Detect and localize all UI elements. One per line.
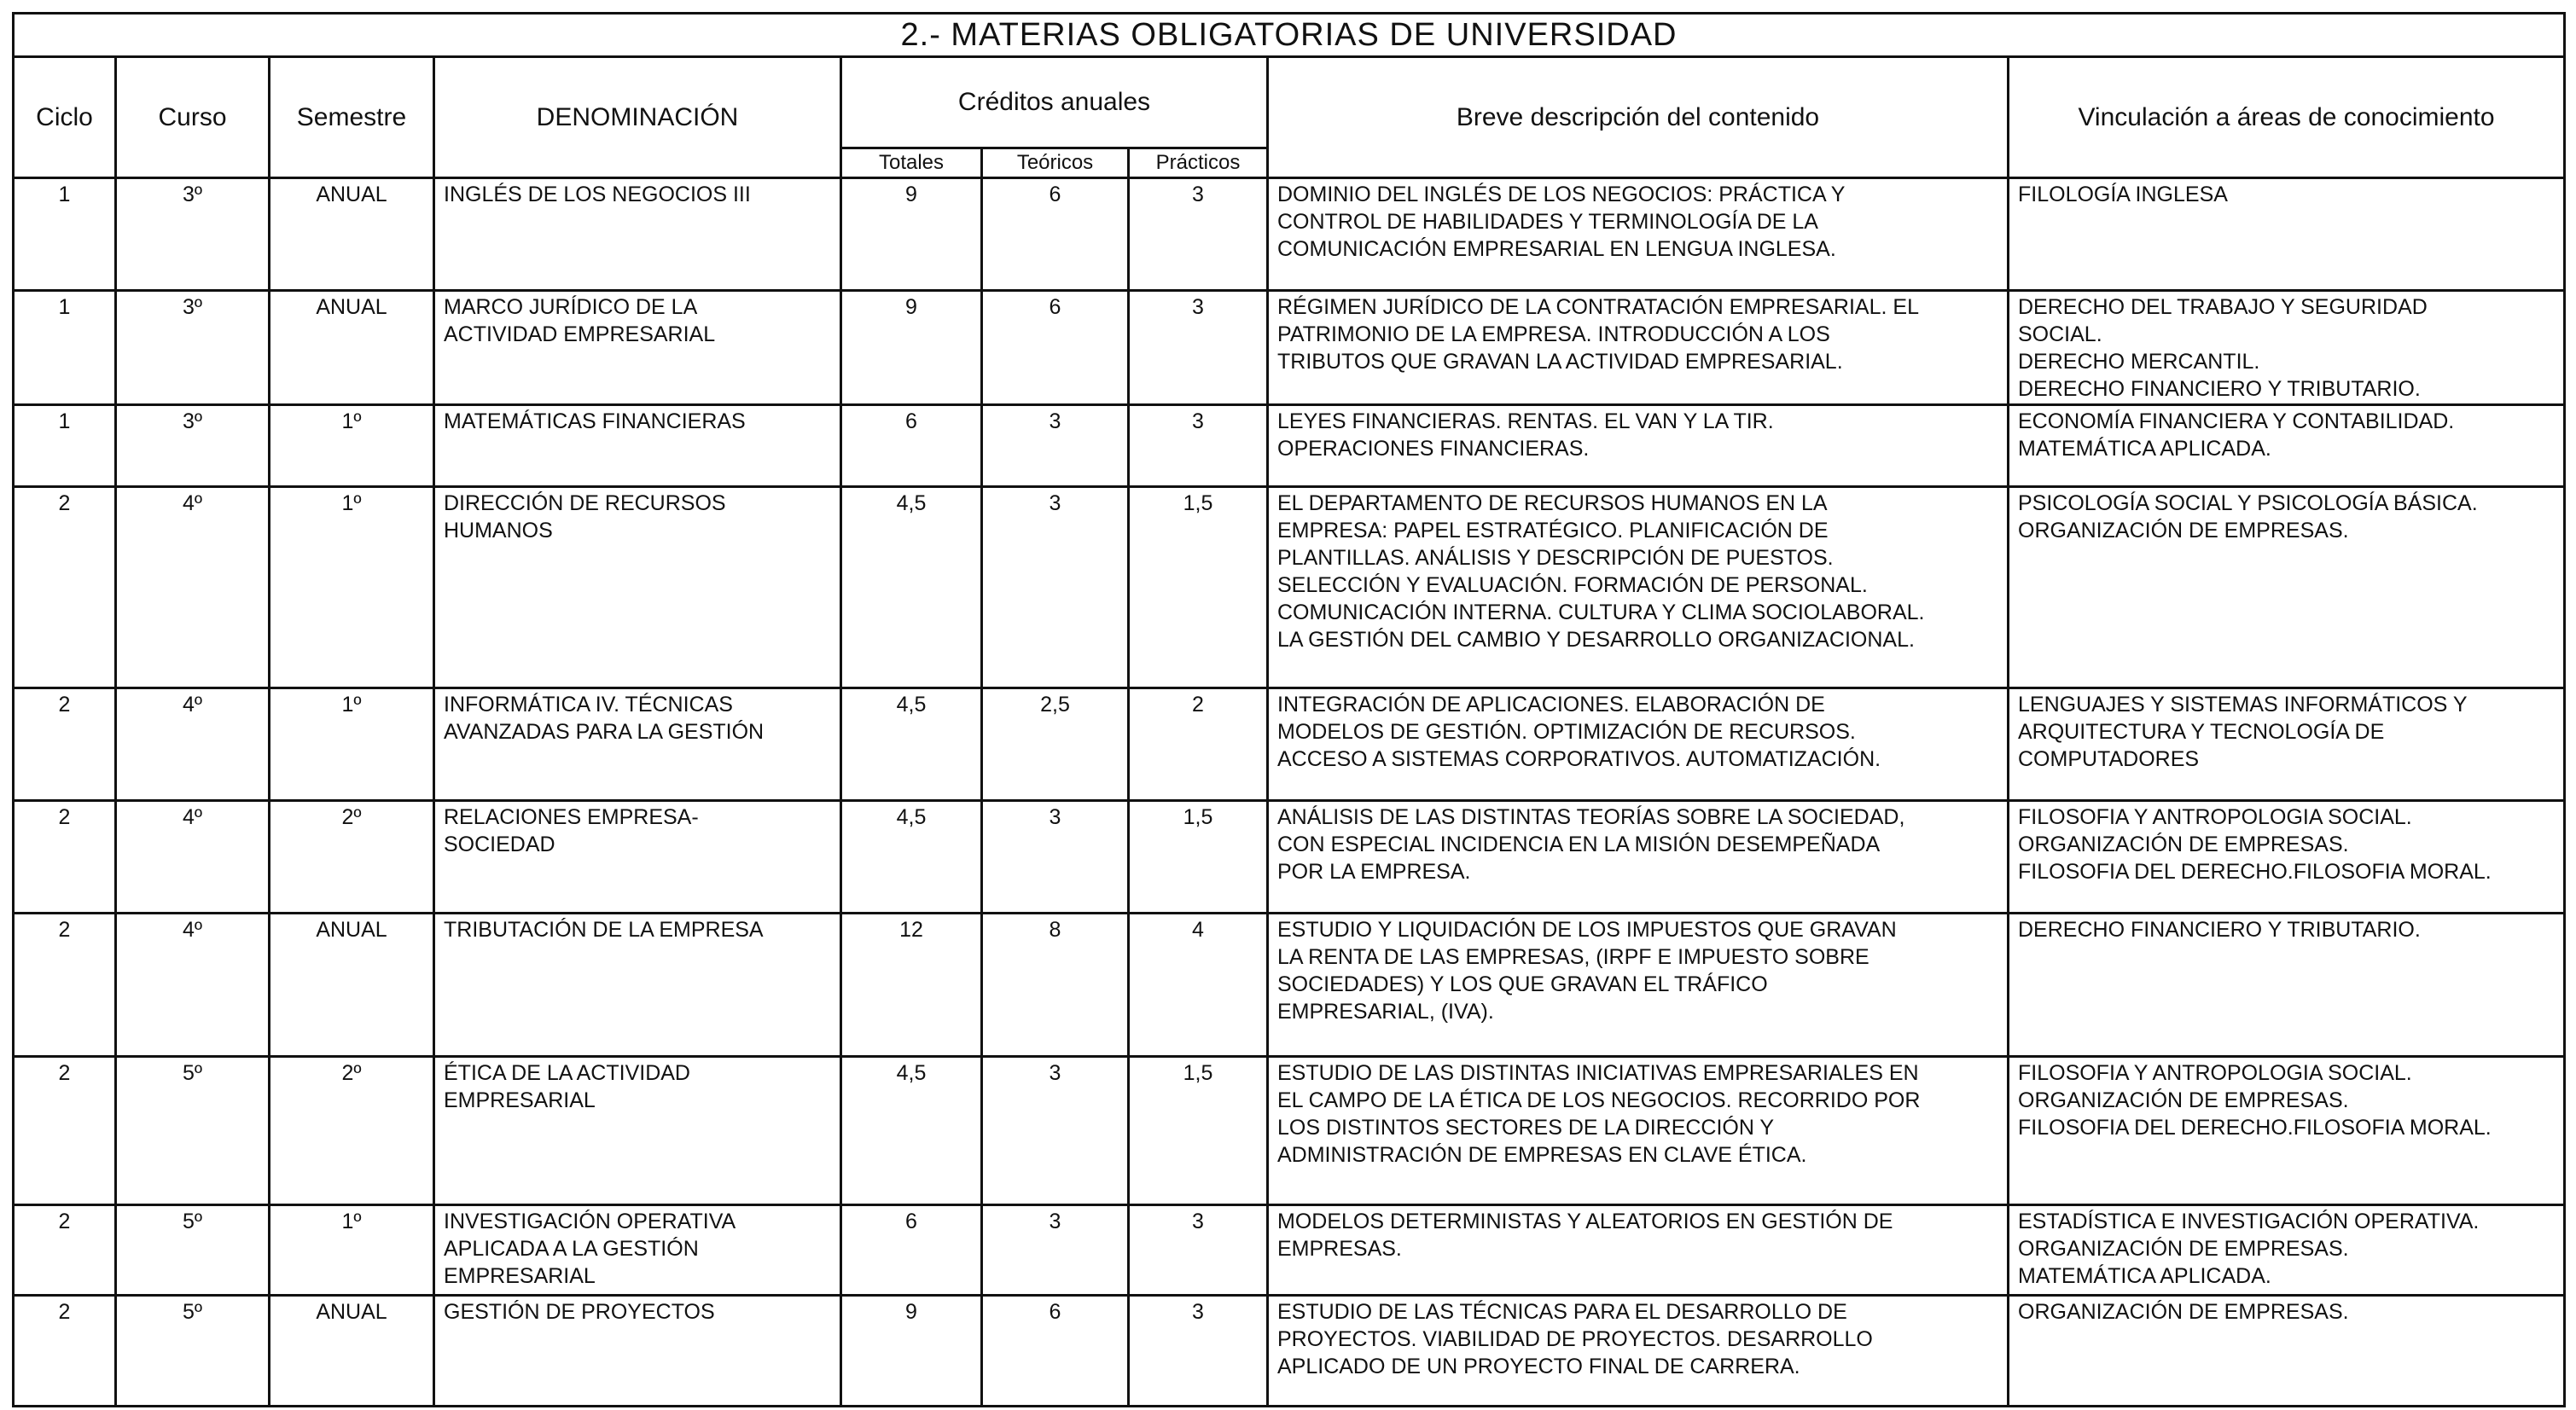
cell-denominacion: INVESTIGACIÓN OPERATIVA APLICADA A LA GESTIÓN EMPRESARIAL: [434, 1205, 841, 1296]
cell-descripcion: INTEGRACIÓN DE APLICACIONES. ELABORACIÓN DE MODELOS DE GESTIÓN. OPTIMIZACIÓN DE RECURSOS. ACCESO A SISTEMAS CORPORATIVOS. AUTOMATIZACIÓN.: [1268, 688, 2009, 801]
table-row: [14, 487, 2565, 688]
cell-ciclo: 1: [14, 291, 116, 405]
table-row: [14, 914, 2565, 1057]
cell-semestre: 1º: [270, 688, 434, 801]
cell-practicos: 4: [1129, 914, 1268, 1057]
table-row: [14, 291, 2565, 405]
cell-curso: 4º: [116, 688, 270, 801]
cell-totales: 4,5: [841, 1057, 982, 1205]
header-totales: Totales: [841, 148, 982, 178]
header-descripcion: Breve descripción del contenido: [1268, 57, 2009, 178]
cell-teoricos: 6: [982, 291, 1129, 405]
cell-semestre: 1º: [270, 405, 434, 487]
cell-curso: 5º: [116, 1296, 270, 1407]
cell-teoricos: 6: [982, 178, 1129, 291]
header-ciclo: Ciclo: [14, 57, 116, 178]
cell-semestre: ANUAL: [270, 1296, 434, 1407]
cell-ciclo: 2: [14, 801, 116, 914]
cell-teoricos: 2,5: [982, 688, 1129, 801]
cell-semestre: ANUAL: [270, 914, 434, 1057]
cell-teoricos: 3: [982, 487, 1129, 688]
table-body: [14, 178, 2565, 1407]
cell-ciclo: 2: [14, 914, 116, 1057]
cell-vinculacion: LENGUAJES Y SISTEMAS INFORMÁTICOS Y ARQUITECTURA Y TECNOLOGÍA DE COMPUTADORES: [2009, 688, 2565, 801]
table-row: [14, 178, 2565, 291]
header-curso: Curso: [116, 57, 270, 178]
table-row: [14, 1296, 2565, 1407]
cell-denominacion: GESTIÓN DE PROYECTOS: [434, 1296, 841, 1407]
cell-practicos: 3: [1129, 405, 1268, 487]
cell-vinculacion: FILOSOFIA Y ANTROPOLOGIA SOCIAL. ORGANIZACIÓN DE EMPRESAS. FILOSOFIA DEL DERECHO.FILOSOFIA MORAL.: [2009, 801, 2565, 914]
cell-ciclo: 1: [14, 405, 116, 487]
cell-ciclo: 2: [14, 1296, 116, 1407]
cell-descripcion: RÉGIMEN JURÍDICO DE LA CONTRATACIÓN EMPRESARIAL. EL PATRIMONIO DE LA EMPRESA. INTRODUCCIÓN A LOS TRIBUTOS QUE GRAVAN LA ACTIVIDAD EMPRESARIAL.: [1268, 291, 2009, 405]
cell-practicos: 3: [1129, 178, 1268, 291]
cell-semestre: ANUAL: [270, 291, 434, 405]
cell-curso: 5º: [116, 1205, 270, 1296]
cell-curso: 4º: [116, 801, 270, 914]
cell-semestre: ANUAL: [270, 178, 434, 291]
cell-vinculacion: ESTADÍSTICA E INVESTIGACIÓN OPERATIVA. ORGANIZACIÓN DE EMPRESAS. MATEMÁTICA APLICADA.: [2009, 1205, 2565, 1296]
subjects-table: [12, 12, 2566, 1407]
table-row: [14, 405, 2565, 487]
cell-teoricos: 3: [982, 801, 1129, 914]
cell-practicos: 3: [1129, 291, 1268, 405]
cell-curso: 3º: [116, 291, 270, 405]
cell-teoricos: 3: [982, 405, 1129, 487]
cell-practicos: 2: [1129, 688, 1268, 801]
header-vinculacion: Vinculación a áreas de conocimiento: [2009, 57, 2565, 178]
cell-curso: 4º: [116, 487, 270, 688]
table-row: [14, 688, 2565, 801]
cell-ciclo: 2: [14, 1057, 116, 1205]
cell-practicos: 3: [1129, 1296, 1268, 1407]
table-title: 2.- MATERIAS OBLIGATORIAS DE UNIVERSIDAD: [14, 14, 2565, 57]
cell-denominacion: RELACIONES EMPRESA- SOCIEDAD: [434, 801, 841, 914]
cell-descripcion: DOMINIO DEL INGLÉS DE LOS NEGOCIOS: PRÁCTICA Y CONTROL DE HABILIDADES Y TERMINOLOGÍA DE LA COMUNICACIÓN EMPRESARIAL EN LENGUA INGLESA.: [1268, 178, 2009, 291]
cell-totales: 4,5: [841, 688, 982, 801]
cell-denominacion: MARCO JURÍDICO DE LA ACTIVIDAD EMPRESARIAL: [434, 291, 841, 405]
cell-denominacion: INGLÉS DE LOS NEGOCIOS III: [434, 178, 841, 291]
cell-denominacion: TRIBUTACIÓN DE LA EMPRESA: [434, 914, 841, 1057]
cell-denominacion: MATEMÁTICAS FINANCIERAS: [434, 405, 841, 487]
header-creditos: Créditos anuales: [841, 57, 1268, 148]
cell-totales: 4,5: [841, 487, 982, 688]
header-semestre: Semestre: [270, 57, 434, 178]
cell-vinculacion: ORGANIZACIÓN DE EMPRESAS.: [2009, 1296, 2565, 1407]
cell-vinculacion: FILOLOGÍA INGLESA: [2009, 178, 2565, 291]
cell-curso: 3º: [116, 405, 270, 487]
cell-ciclo: 2: [14, 487, 116, 688]
cell-practicos: 1,5: [1129, 1057, 1268, 1205]
cell-totales: 9: [841, 178, 982, 291]
cell-teoricos: 3: [982, 1057, 1129, 1205]
cell-denominacion: INFORMÁTICA IV. TÉCNICAS AVANZADAS PARA LA GESTIÓN: [434, 688, 841, 801]
header-teoricos: Teóricos: [982, 148, 1129, 178]
cell-semestre: 1º: [270, 487, 434, 688]
cell-practicos: 1,5: [1129, 801, 1268, 914]
cell-descripcion: MODELOS DETERMINISTAS Y ALEATORIOS EN GESTIÓN DE EMPRESAS.: [1268, 1205, 2009, 1296]
cell-curso: 3º: [116, 178, 270, 291]
cell-descripcion: ESTUDIO DE LAS TÉCNICAS PARA EL DESARROLLO DE PROYECTOS. VIABILIDAD DE PROYECTOS. DESARROLLO APLICADO DE UN PROYECTO FINAL DE CARRERA.: [1268, 1296, 2009, 1407]
cell-vinculacion: FILOSOFIA Y ANTROPOLOGIA SOCIAL. ORGANIZACIÓN DE EMPRESAS. FILOSOFIA DEL DERECHO.FILOSOFIA MORAL.: [2009, 1057, 2565, 1205]
cell-totales: 6: [841, 405, 982, 487]
cell-totales: 6: [841, 1205, 982, 1296]
cell-descripcion: ESTUDIO DE LAS DISTINTAS INICIATIVAS EMPRESARIALES EN EL CAMPO DE LA ÉTICA DE LOS NEGOCIOS. RECORRIDO POR LOS DISTINTOS SECTORES DE LA DIRECCIÓN Y ADMINISTRACIÓN DE EMPRESAS EN CLAVE ÉTICA.: [1268, 1057, 2009, 1205]
cell-curso: 4º: [116, 914, 270, 1057]
cell-curso: 5º: [116, 1057, 270, 1205]
cell-practicos: 3: [1129, 1205, 1268, 1296]
cell-vinculacion: DERECHO FINANCIERO Y TRIBUTARIO.: [2009, 914, 2565, 1057]
cell-totales: 12: [841, 914, 982, 1057]
cell-ciclo: 2: [14, 688, 116, 801]
cell-ciclo: 1: [14, 178, 116, 291]
cell-totales: 9: [841, 291, 982, 405]
header-denominacion: DENOMINACIÓN: [434, 57, 841, 178]
cell-teoricos: 3: [982, 1205, 1129, 1296]
cell-descripcion: EL DEPARTAMENTO DE RECURSOS HUMANOS EN LA EMPRESA: PAPEL ESTRATÉGICO. PLANIFICACIÓN DE PLANTILLAS. ANÁLISIS Y DESCRIPCIÓN DE PUESTOS. SELECCIÓN Y EVALUACIÓN. FORMACIÓN DE PERSONAL. COMUNICACIÓN INTERNA. CULTURA Y CLIMA SOCIOLABORAL. LA GESTIÓN DEL CAMBIO Y DESARROLLO ORGANIZACIONAL.: [1268, 487, 2009, 688]
cell-descripcion: ANÁLISIS DE LAS DISTINTAS TEORÍAS SOBRE LA SOCIEDAD, CON ESPECIAL INCIDENCIA EN LA MISIÓN DESEMPEÑADA POR LA EMPRESA.: [1268, 801, 2009, 914]
cell-semestre: 2º: [270, 801, 434, 914]
cell-vinculacion: DERECHO DEL TRABAJO Y SEGURIDAD SOCIAL. DERECHO MERCANTIL. DERECHO FINANCIERO Y TRIBUTARIO.: [2009, 291, 2565, 405]
cell-denominacion: DIRECCIÓN DE RECURSOS HUMANOS: [434, 487, 841, 688]
cell-practicos: 1,5: [1129, 487, 1268, 688]
header-practicos: Prácticos: [1129, 148, 1268, 178]
cell-semestre: 1º: [270, 1205, 434, 1296]
cell-vinculacion: PSICOLOGÍA SOCIAL Y PSICOLOGÍA BÁSICA. ORGANIZACIÓN DE EMPRESAS.: [2009, 487, 2565, 688]
cell-descripcion: LEYES FINANCIERAS. RENTAS. EL VAN Y LA TIR. OPERACIONES FINANCIERAS.: [1268, 405, 2009, 487]
table-row: [14, 801, 2565, 914]
document-page: [12, 12, 2563, 1398]
cell-vinculacion: ECONOMÍA FINANCIERA Y CONTABILIDAD. MATEMÁTICA APLICADA.: [2009, 405, 2565, 487]
cell-teoricos: 8: [982, 914, 1129, 1057]
cell-ciclo: 2: [14, 1205, 116, 1296]
cell-semestre: 2º: [270, 1057, 434, 1205]
cell-descripcion: ESTUDIO Y LIQUIDACIÓN DE LOS IMPUESTOS QUE GRAVAN LA RENTA DE LAS EMPRESAS, (IRPF E IMPUESTO SOBRE SOCIEDADES) Y LOS QUE GRAVAN EL TRÁFICO EMPRESARIAL, (IVA).: [1268, 914, 2009, 1057]
table-row: [14, 1205, 2565, 1296]
cell-denominacion: ÉTICA DE LA ACTIVIDAD EMPRESARIAL: [434, 1057, 841, 1205]
cell-totales: 4,5: [841, 801, 982, 914]
cell-teoricos: 6: [982, 1296, 1129, 1407]
cell-totales: 9: [841, 1296, 982, 1407]
table-row: [14, 1057, 2565, 1205]
